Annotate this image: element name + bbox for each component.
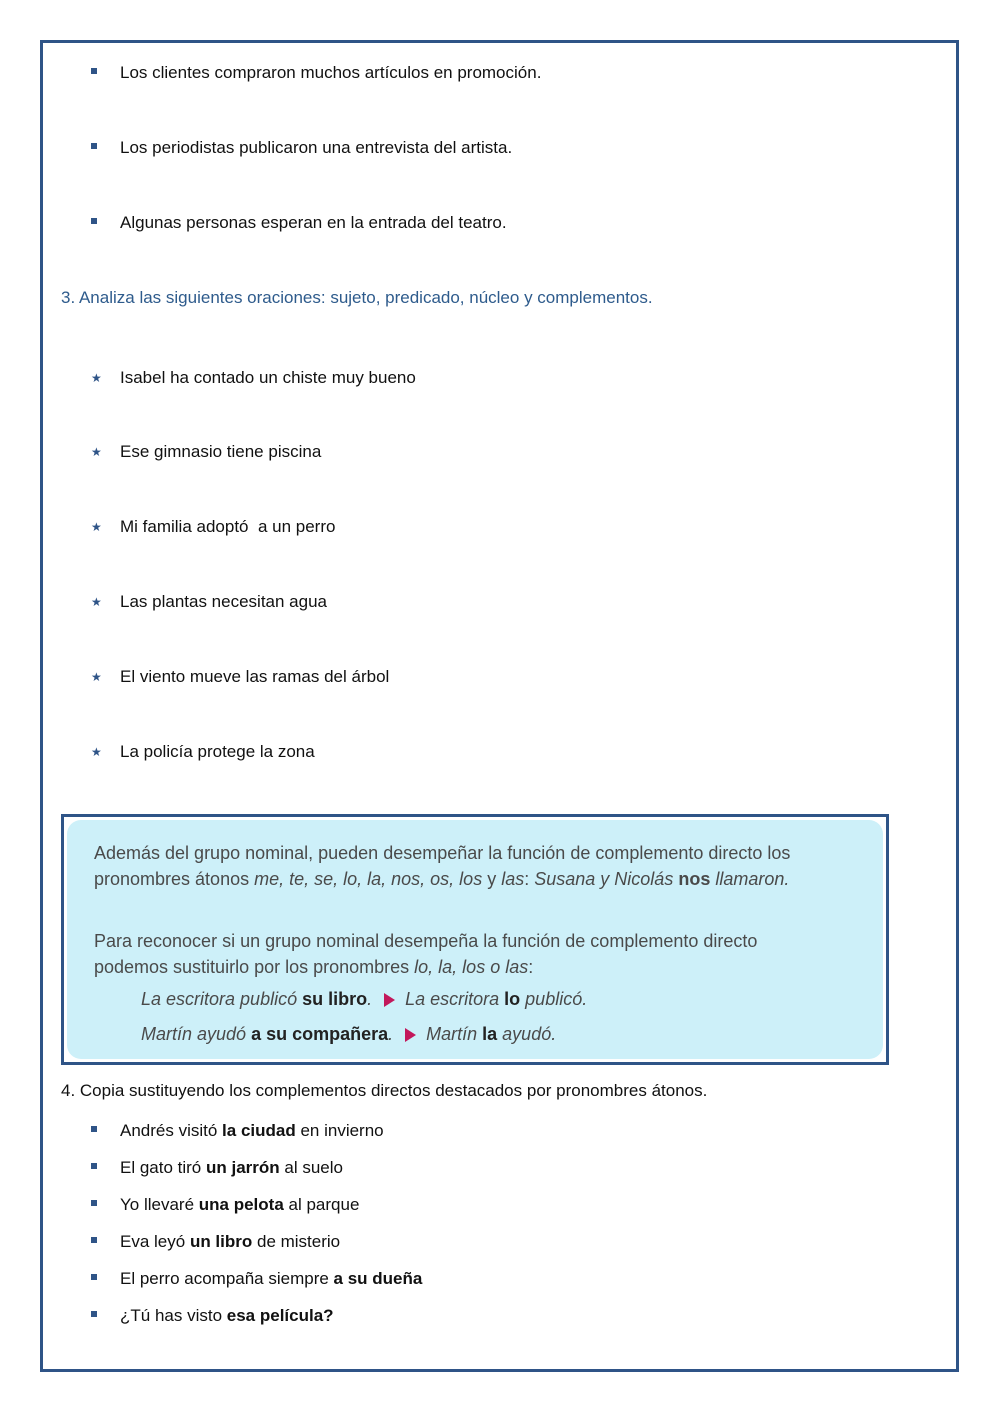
star-bullet-icon: ★ [91,445,102,459]
bullet-icon [91,1120,97,1142]
info-paragraph-2: Para reconocer si un grupo nominal desempeña la función de complemento directo podemos sustituirlo por los pronombres lo, la, los o las: [94,931,758,977]
list-item: ¿Tú has visto esa película? [120,1306,334,1325]
star-bullet-icon: ★ [91,371,102,385]
list-item: El viento mueve las ramas del árbol [120,667,390,686]
bullet-icon [91,1305,97,1327]
star-bullet-icon: ★ [91,745,102,759]
bullet-icon [91,1268,97,1290]
list-item: Las plantas necesitan agua [120,592,327,611]
bullet-icon [91,1157,97,1179]
list-item: Los periodistas publicaron una entrevista del artista. [120,138,513,157]
bullet-icon [91,212,97,234]
list-item: Isabel ha contado un chiste muy bueno [120,368,416,387]
exercise-4-title: 4. Copia sustituyendo los complementos directos destacados por pronombres átonos. [61,1081,708,1100]
exercise-3-title: 3. Analiza las siguientes oraciones: sujeto, predicado, núcleo y complementos. [61,288,653,307]
list-item: Algunas personas esperan en la entrada del teatro. [120,213,507,232]
list-item: Los clientes compraron muchos artículos en promoción. [120,63,542,82]
info-example-2: Martín ayudó a su compañera. Martín la ayudó. [141,1024,557,1044]
bullet-icon [91,1194,97,1216]
list-item: Andrés visitó la ciudad en invierno [120,1121,384,1140]
list-item: Mi familia adoptó a un perro [120,517,336,536]
list-item: Eva leyó un libro de misterio [120,1232,341,1251]
list-item: Ese gimnasio tiene piscina [120,442,322,461]
arrow-right-icon [405,1028,416,1042]
bullet-icon [91,1231,97,1253]
info-box-background [67,820,883,1059]
star-bullet-icon: ★ [91,595,102,609]
star-bullet-icon: ★ [91,670,102,684]
grammar-info-box [61,814,889,1065]
bullet-icon [91,137,97,159]
info-paragraph-1: Además del grupo nominal, pueden desempeñar la función de complemento directo los pronombres átonos me, te, se, lo, la, nos, os, los y las: Susana y Nicolás nos llamaron. [94,843,791,889]
list-item: El gato tiró un jarrón al suelo [120,1158,343,1177]
list-item: La policía protege la zona [120,742,315,761]
star-bullet-icon: ★ [91,520,102,534]
list-item: Yo llevaré una pelota al parque [120,1195,360,1214]
info-example-1: La escritora publicó su libro. La escritora lo publicó. [141,989,588,1009]
arrow-right-icon [384,993,395,1007]
bullet-icon [91,62,97,84]
list-item: El perro acompaña siempre a su dueña [120,1269,423,1288]
